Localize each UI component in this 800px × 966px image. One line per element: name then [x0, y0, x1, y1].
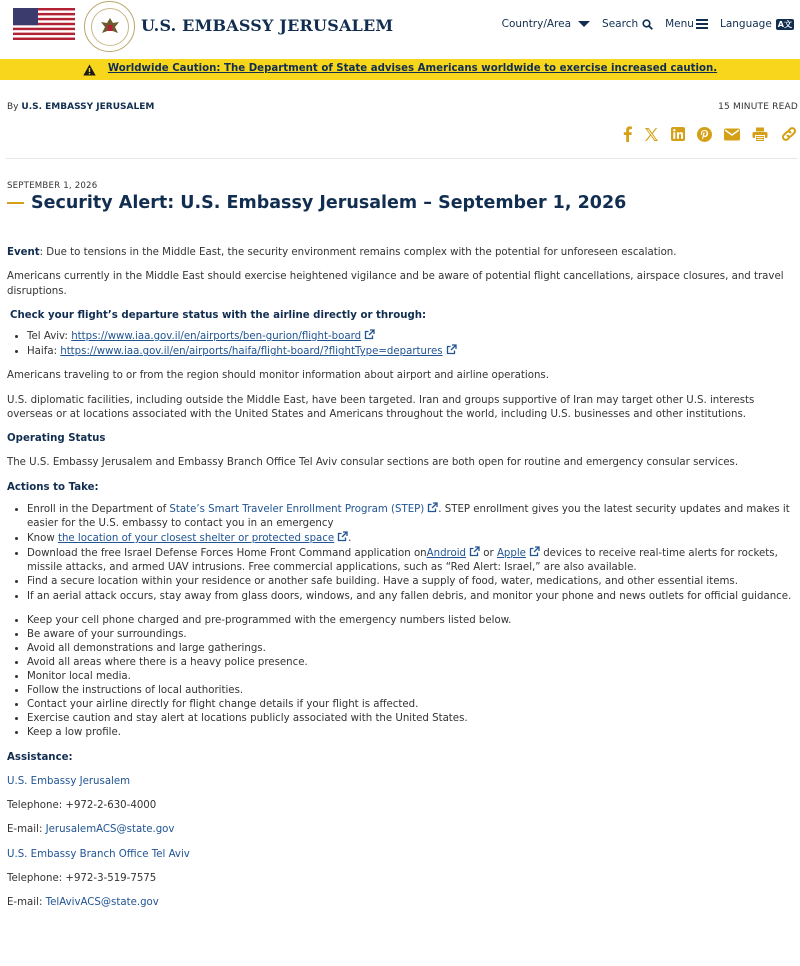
apple-link[interactable]: Apple: [496, 548, 526, 560]
list-item: • Contact your airline directly for flight change details if your flight is affected.: [27, 698, 799, 712]
step-text: . STEP enrollment gives you the latest security updates and makes it easier for the U.S. embassy to contact you in an emergency: [27, 504, 790, 530]
actions-list: [27, 502, 799, 604]
article-body: [7, 246, 799, 920]
tel-aviv-email-row: [7, 896, 799, 910]
actions-list-2: [27, 614, 799, 741]
tel-aviv-phone: Telephone: +972-3-519-7575: [7, 872, 157, 884]
list-item: • Find a secure location within your residence or another safe building. Have a supply of food, water, medications, and other essential items.: [27, 575, 799, 589]
pinterest-icon[interactable]: [697, 127, 712, 142]
know-text: .: [348, 533, 352, 545]
flight-list: [27, 329, 799, 359]
paragraph: Americans traveling to or from the region should monitor information about airport and airline operations.: [7, 370, 549, 382]
by-label: By: [7, 102, 19, 112]
divider: [6, 158, 798, 159]
shelter-link[interactable]: the location of your closest shelter or protected space: [57, 533, 335, 545]
print-icon[interactable]: [752, 127, 768, 142]
list-item: • If an aerial attack occurs, stay away from glass doors, windows, and any fallen debris, and monitor your phone and news outlets for official guidance.: [27, 590, 799, 604]
operating-text: The U.S. Embassy Jerusalem and Embassy Branch Office Tel Aviv consular sections are both open for routine and emergency consular services.: [7, 457, 739, 469]
jerusalem-email-link[interactable]: JerusalemACS@state.gov: [45, 824, 175, 836]
tel-aviv-branch-link[interactable]: U.S. Embassy Branch Office Tel Aviv: [7, 848, 190, 860]
jerusalem-embassy-link[interactable]: U.S. Embassy Jerusalem: [7, 775, 131, 787]
external-link-icon: [337, 531, 348, 542]
caret-down-icon: [578, 20, 590, 28]
list-item: • Be aware of your surroundings.: [27, 628, 799, 642]
list-item: [27, 344, 799, 359]
language-button[interactable]: [720, 17, 794, 32]
external-link-icon: [446, 344, 457, 355]
read-time: 15 MINUTE READ: [718, 102, 798, 112]
link-icon[interactable]: [780, 126, 798, 142]
paragraph: U.S. diplomatic facilities, including outside the Middle East, have been targeted. Iran and groups supportive of Iran may target other U.S. interests overseas or at locations associated with the United States and Americans throughout the world, including U.S. businesses and other institutions.: [7, 394, 755, 420]
email-label: E-mail:: [7, 824, 46, 836]
list-item: • Avoid all demonstrations and large gatherings.: [27, 642, 799, 656]
email-label: E-mail:: [7, 897, 46, 909]
article-title: Security Alert: U.S. Embassy Jerusalem – September 1, 2026: [31, 193, 627, 213]
list-item: [27, 329, 799, 344]
x-twitter-icon[interactable]: [644, 127, 659, 142]
tel-aviv-email-link[interactable]: TelAvivACS@state.gov: [45, 897, 159, 909]
actions-heading: Actions to Take:: [7, 481, 99, 493]
translate-icon: A文: [777, 19, 792, 29]
list-item: • Monitor local media.: [27, 670, 799, 684]
facebook-icon[interactable]: [623, 126, 632, 142]
step-link[interactable]: State’s Smart Traveler Enrollment Program (STEP): [169, 504, 425, 515]
search-icon: [642, 19, 653, 30]
list-item: • Exercise caution and stay alert at locations publicly associated with the United States.: [27, 712, 799, 726]
external-link-icon: [529, 546, 540, 557]
list-item: • Keep your cell phone charged and pre-programmed with the emergency numbers listed below.: [27, 614, 799, 628]
know-text: Know: [27, 533, 58, 545]
download-text: devices to receive real-time alerts for rockets, missile attacks, and armed UAV intrusions. Free commercial applications, such as “Red Alert: Israel,” are also available.: [27, 548, 778, 574]
language-label: Language: [719, 18, 772, 30]
list-item: • Avoid all areas where there is a heavy police presence.: [27, 656, 799, 670]
us-flag-icon: [13, 8, 75, 40]
event-paragraph: [7, 246, 799, 260]
site-header: [0, 0, 800, 56]
email-icon[interactable]: [724, 128, 740, 141]
list-item: • Follow the instructions of local authorities.: [27, 684, 799, 698]
haifa-flight-link[interactable]: https://www.iaa.gov.il/en/airports/haifa/flight-board/?flightType=departures: [60, 346, 443, 358]
list-item: [27, 531, 799, 546]
flight-heading: Check your flight’s departure status with the airline directly or through:: [10, 309, 427, 321]
event-text: : Due to tensions in the Middle East, the security environment remains complex with the potential for unforeseen escalation.: [39, 247, 677, 258]
event-label: Event: [7, 247, 40, 258]
step-text: Enroll in the Department of: [27, 504, 170, 515]
paragraph: Americans currently in the Middle East should exercise heightened vigilance and be aware of potential flight cancellations, airspace closures, and travel disruptions.: [7, 271, 784, 297]
download-text: Download the free Israel Defense Forces Home Front Command application on: [27, 548, 427, 560]
title-accent-dash: [7, 202, 24, 204]
byline: [7, 101, 154, 114]
worldwide-caution-banner: [0, 59, 800, 80]
assistance-heading: Assistance:: [7, 751, 73, 763]
department-of-state-seal-icon[interactable]: [84, 1, 135, 52]
menu-button[interactable]: [665, 17, 708, 32]
tel-aviv-flight-link[interactable]: https://www.iaa.gov.il/en/airports/ben-gurion/flight-board: [71, 331, 362, 343]
worldwide-caution-link[interactable]: Worldwide Caution: The Department of State advises Americans worldwide to exercise increased caution.: [107, 63, 718, 75]
external-link-icon: [469, 546, 480, 557]
country-area-dropdown[interactable]: [502, 17, 590, 32]
android-link[interactable]: Android: [426, 548, 467, 560]
menu-label: Menu: [665, 18, 694, 30]
jerusalem-email-row: [7, 823, 799, 837]
search-label: Search: [602, 18, 639, 30]
external-link-icon: [364, 329, 375, 340]
top-nav: [490, 17, 794, 32]
list-item: [27, 546, 799, 575]
flight-label: Tel Aviv:: [27, 331, 72, 343]
share-bar: [611, 126, 798, 142]
download-text: or: [480, 548, 497, 560]
warning-icon: [83, 64, 96, 76]
author[interactable]: U.S. EMBASSY JERUSALEM: [21, 102, 155, 112]
search-button[interactable]: [602, 17, 653, 32]
article-title-row: [7, 191, 626, 216]
flight-label: Haifa:: [27, 346, 61, 358]
jerusalem-phone: Telephone: +972-2-630-4000: [7, 800, 157, 812]
site-title[interactable]: U.S. EMBASSY JERUSALEM: [141, 16, 394, 35]
list-item: • Keep a low profile.: [27, 726, 799, 740]
hamburger-icon: [696, 19, 708, 29]
external-link-icon: [427, 502, 438, 513]
operating-heading: Operating Status: [7, 433, 106, 445]
list-item: [27, 502, 799, 531]
country-area-label: Country/Area: [501, 18, 572, 30]
publish-date: SEPTEMBER 1, 2026: [7, 181, 98, 191]
linkedin-icon[interactable]: [671, 127, 685, 141]
